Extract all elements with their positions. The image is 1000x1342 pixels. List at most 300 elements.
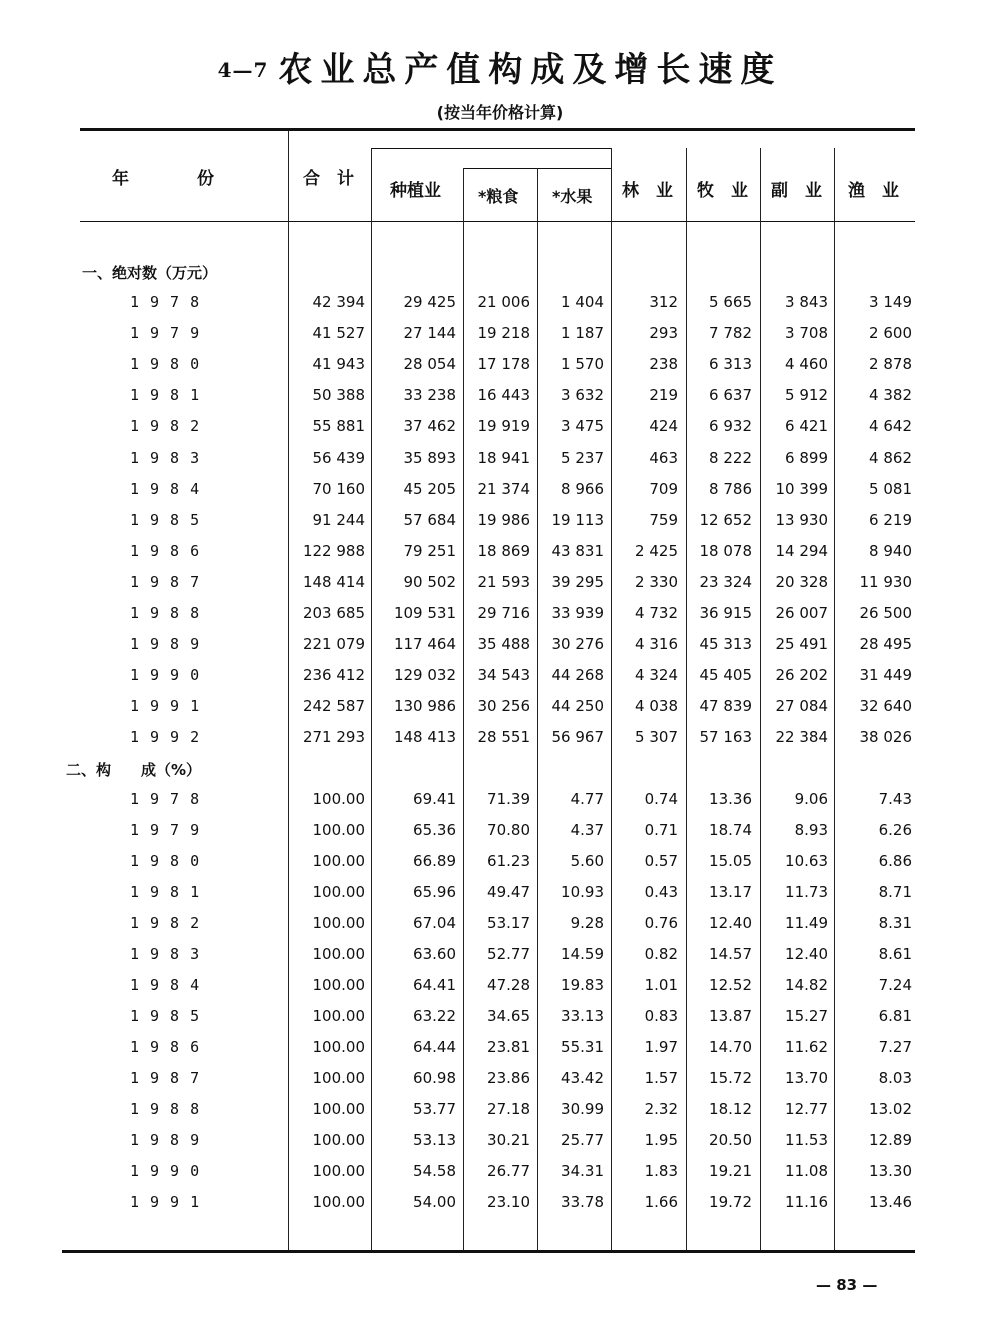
table-cell: 3 632 — [561, 386, 604, 405]
table-cell: 3 475 — [561, 417, 604, 436]
table-cell: 13.70 — [785, 1069, 828, 1087]
table-cell: 100.00 — [312, 1193, 365, 1211]
table-cell: 60.98 — [413, 1069, 456, 1087]
header-grain: *粮食 — [478, 187, 519, 206]
table-cell: 5 237 — [561, 448, 604, 467]
table-cell: 25.77 — [561, 1131, 604, 1149]
table-cell: 1 187 — [561, 324, 604, 343]
table-cell: 2 330 — [635, 572, 678, 591]
row-year: 1987 — [130, 572, 211, 591]
table-cell: 16 443 — [477, 386, 530, 405]
table-cell: 29 716 — [477, 604, 530, 622]
table-cell: 8 940 — [869, 541, 912, 560]
table-row — [0, 852, 1000, 882]
table-cell: 9.06 — [794, 790, 828, 808]
table-cell: 3 708 — [785, 324, 828, 343]
row-year: 1978 — [130, 790, 211, 808]
table-cell: 44 268 — [551, 666, 604, 685]
table-cell: 0.43 — [644, 883, 678, 901]
table-cell: 100.00 — [312, 1131, 365, 1149]
table-cell: 10.63 — [785, 852, 828, 870]
row-year: 1981 — [130, 386, 211, 405]
header-sideline: 副 业 — [771, 181, 822, 201]
table-cell: 4 316 — [635, 635, 678, 654]
table-cell: 53.13 — [413, 1131, 456, 1149]
table-cell: 13.87 — [709, 1007, 752, 1025]
header-crop: 种植业 — [390, 181, 441, 201]
table-cell: 100.00 — [312, 945, 365, 963]
table-cell: 29 425 — [403, 293, 456, 311]
table-cell: 19 986 — [477, 510, 530, 529]
table-cell: 91 244 — [312, 510, 365, 529]
table-cell: 32 640 — [859, 697, 912, 716]
table-cell: 293 — [649, 324, 678, 343]
table-cell: 8.93 — [794, 821, 828, 839]
header-fishery: 渔 业 — [848, 181, 899, 201]
table-cell: 8 222 — [709, 448, 752, 467]
table-cell: 221 079 — [302, 635, 365, 654]
row-year: 1991 — [130, 697, 211, 716]
table-cell: 71.39 — [487, 790, 530, 808]
table-cell: 15.72 — [709, 1069, 752, 1087]
table-cell: 2 878 — [869, 355, 912, 374]
row-year: 1991 — [130, 1193, 211, 1211]
row-year: 1981 — [130, 883, 211, 901]
table-cell: 65.96 — [413, 883, 456, 901]
bottom-rule — [62, 1250, 915, 1253]
header-forestry: 林 业 — [622, 181, 673, 201]
table-cell: 5 307 — [635, 728, 678, 747]
table-cell: 23.86 — [487, 1069, 530, 1087]
table-cell: 28 495 — [859, 635, 912, 654]
table-cell: 7.43 — [878, 790, 912, 808]
table-cell: 90 502 — [403, 572, 456, 591]
table-row — [0, 604, 1000, 634]
table-cell: 33 238 — [403, 386, 456, 405]
table-cell: 30 256 — [477, 697, 530, 716]
table-cell: 8.61 — [878, 945, 912, 963]
table-cell: 0.74 — [644, 790, 678, 808]
table-cell: 12 652 — [699, 510, 752, 529]
table-cell: 122 988 — [302, 541, 365, 560]
table-cell: 56 439 — [312, 448, 365, 467]
table-cell: 2 600 — [869, 324, 912, 343]
table-cell: 1.95 — [644, 1131, 678, 1149]
table-cell: 23 324 — [699, 572, 752, 591]
row-year: 1989 — [130, 635, 211, 654]
table-cell: 100.00 — [312, 1038, 365, 1056]
table-cell: 19 218 — [477, 324, 530, 343]
table-cell: 26 007 — [775, 604, 828, 622]
table-cell: 25 491 — [775, 635, 828, 654]
table-row — [0, 1193, 1000, 1223]
header-fruit: *水果 — [552, 187, 593, 206]
table-cell: 14 294 — [775, 541, 828, 560]
table-cell: 33.13 — [561, 1007, 604, 1025]
row-year: 1990 — [130, 666, 211, 685]
row-year: 1979 — [130, 821, 211, 839]
table-row — [0, 324, 1000, 354]
table-cell: 36 915 — [699, 604, 752, 622]
table-row — [0, 449, 1000, 479]
table-cell: 19 113 — [551, 510, 604, 529]
table-cell: 41 527 — [312, 324, 365, 343]
section-composition: 二、构 成（%） — [66, 761, 202, 779]
table-cell: 28 054 — [403, 355, 456, 374]
table-cell: 1.01 — [644, 976, 678, 994]
row-year: 1992 — [130, 728, 211, 747]
table-cell: 12.77 — [785, 1100, 828, 1118]
table-cell: 11.49 — [785, 914, 828, 932]
header-bottom-rule — [80, 221, 915, 222]
table-row — [0, 355, 1000, 385]
row-year: 1985 — [130, 1007, 211, 1025]
table-cell: 34.65 — [487, 1007, 530, 1025]
page-title — [0, 42, 1000, 91]
table-row — [0, 480, 1000, 510]
table-cell: 14.59 — [561, 945, 604, 963]
table-cell: 21 374 — [477, 479, 530, 498]
table-cell: 0.57 — [644, 852, 678, 870]
row-year: 1983 — [130, 945, 211, 963]
table-row — [0, 945, 1000, 975]
table-cell: 10 399 — [775, 479, 828, 498]
table-cell: 30.99 — [561, 1100, 604, 1118]
row-year: 1987 — [130, 1069, 211, 1087]
table-cell: 17 178 — [477, 355, 530, 374]
header-total: 合 计 — [303, 169, 354, 189]
table-cell: 12.40 — [785, 945, 828, 963]
table-cell: 37 462 — [403, 417, 456, 436]
table-row — [0, 790, 1000, 820]
table-cell: 23.10 — [487, 1193, 530, 1211]
table-cell: 0.82 — [644, 945, 678, 963]
row-year: 1982 — [130, 417, 211, 436]
row-year: 1978 — [130, 293, 211, 311]
table-cell: 47 839 — [699, 697, 752, 716]
table-cell: 38 026 — [859, 728, 912, 747]
table-cell: 100.00 — [312, 1100, 365, 1118]
table-cell: 70 160 — [312, 479, 365, 498]
table-cell: 61.23 — [487, 852, 530, 870]
table-cell: 19 919 — [477, 417, 530, 436]
table-cell: 18 078 — [699, 541, 752, 560]
table-cell: 242 587 — [302, 697, 365, 716]
table-cell: 8 966 — [561, 479, 604, 498]
table-cell: 219 — [649, 386, 678, 405]
table-cell: 2 425 — [635, 541, 678, 560]
table-cell: 57 163 — [699, 728, 752, 747]
table-cell: 55 881 — [312, 417, 365, 436]
table-cell: 129 032 — [393, 666, 456, 685]
table-cell: 117 464 — [393, 635, 456, 654]
table-cell: 12.52 — [709, 976, 752, 994]
table-cell: 34 543 — [477, 666, 530, 685]
table-row — [0, 883, 1000, 913]
table-row — [0, 697, 1000, 727]
table-cell: 11.16 — [785, 1193, 828, 1211]
row-year: 1986 — [130, 541, 211, 560]
table-row — [0, 511, 1000, 541]
table-row — [0, 1131, 1000, 1161]
table-cell: 20.50 — [709, 1131, 752, 1149]
table-cell: 26.77 — [487, 1162, 530, 1180]
table-cell: 45 205 — [403, 479, 456, 498]
table-cell: 13.46 — [869, 1193, 912, 1211]
table-cell: 52.77 — [487, 945, 530, 963]
table-cell: 4 038 — [635, 697, 678, 716]
table-cell: 203 685 — [302, 604, 365, 622]
table-cell: 13.30 — [869, 1162, 912, 1180]
table-cell: 100.00 — [312, 1162, 365, 1180]
table-cell: 69.41 — [413, 790, 456, 808]
page-number: — 83 — — [816, 1276, 878, 1294]
row-year: 1988 — [130, 604, 211, 622]
table-cell: 28 551 — [477, 728, 530, 747]
table-cell: 27 084 — [775, 697, 828, 716]
table-cell: 19.72 — [709, 1193, 752, 1211]
table-cell: 8 786 — [709, 479, 752, 498]
table-cell: 7.27 — [878, 1038, 912, 1056]
table-cell: 35 893 — [403, 448, 456, 467]
table-cell: 4 382 — [869, 386, 912, 405]
row-year: 1984 — [130, 976, 211, 994]
table-cell: 67.04 — [413, 914, 456, 932]
row-year: 1988 — [130, 1100, 211, 1118]
table-cell: 1.97 — [644, 1038, 678, 1056]
table-cell: 6.81 — [878, 1007, 912, 1025]
table-cell: 39 295 — [551, 572, 604, 591]
table-cell: 100.00 — [312, 883, 365, 901]
table-cell: 15.05 — [709, 852, 752, 870]
table-cell: 27 144 — [403, 324, 456, 343]
crop-group-rule — [371, 148, 611, 149]
row-year: 1986 — [130, 1038, 211, 1056]
table-cell: 15.27 — [785, 1007, 828, 1025]
table-cell: 759 — [649, 510, 678, 529]
table-cell: 1 570 — [561, 355, 604, 374]
table-cell: 100.00 — [312, 914, 365, 932]
table-cell: 13.36 — [709, 790, 752, 808]
table-cell: 26 202 — [775, 666, 828, 685]
header-year: 年 份 — [112, 169, 214, 189]
table-cell: 79 251 — [403, 541, 456, 560]
table-cell: 238 — [649, 355, 678, 374]
table-number: 4—7 — [217, 58, 269, 82]
table-cell: 109 531 — [393, 604, 456, 622]
table-cell: 4 642 — [869, 417, 912, 436]
table-cell: 18.74 — [709, 821, 752, 839]
table-cell: 1.66 — [644, 1193, 678, 1211]
table-cell: 4 324 — [635, 666, 678, 685]
table-cell: 11 930 — [859, 572, 912, 591]
table-cell: 18.12 — [709, 1100, 752, 1118]
table-cell: 148 414 — [302, 572, 365, 591]
table-cell: 4 862 — [869, 448, 912, 467]
table-cell: 33 939 — [551, 604, 604, 622]
table-cell: 63.22 — [413, 1007, 456, 1025]
row-year: 1984 — [130, 479, 211, 498]
table-cell: 6 637 — [709, 386, 752, 405]
table-cell: 12.40 — [709, 914, 752, 932]
table-cell: 22 384 — [775, 728, 828, 747]
table-cell: 5 912 — [785, 386, 828, 405]
table-cell: 100.00 — [312, 852, 365, 870]
table-cell: 100.00 — [312, 1007, 365, 1025]
table-cell: 54.00 — [413, 1193, 456, 1211]
table-cell: 10.93 — [561, 883, 604, 901]
table-cell: 55.31 — [561, 1038, 604, 1056]
table-row — [0, 635, 1000, 665]
table-cell: 11.08 — [785, 1162, 828, 1180]
subtitle: (按当年价格计算) — [436, 103, 564, 122]
table-cell: 14.57 — [709, 945, 752, 963]
table-cell: 3 843 — [785, 293, 828, 311]
table-cell: 45 313 — [699, 635, 752, 654]
table-cell: 4.77 — [570, 790, 604, 808]
table-cell: 63.60 — [413, 945, 456, 963]
table-cell: 0.71 — [644, 821, 678, 839]
table-cell: 11.53 — [785, 1131, 828, 1149]
table-cell: 42 394 — [312, 293, 365, 311]
table-cell: 130 986 — [393, 697, 456, 716]
row-year: 1982 — [130, 914, 211, 932]
table-cell: 43 831 — [551, 541, 604, 560]
table-cell: 43.42 — [561, 1069, 604, 1087]
row-year: 1980 — [130, 355, 211, 374]
table-row — [0, 976, 1000, 1006]
table-cell: 53.17 — [487, 914, 530, 932]
table-cell: 271 293 — [302, 728, 365, 747]
table-cell: 21 006 — [477, 293, 530, 311]
table-cell: 45 405 — [699, 666, 752, 685]
table-cell: 11.73 — [785, 883, 828, 901]
table-cell: 65.36 — [413, 821, 456, 839]
table-cell: 6.86 — [878, 852, 912, 870]
table-cell: 44 250 — [551, 697, 604, 716]
table-cell: 1 404 — [561, 293, 604, 311]
table-row — [0, 573, 1000, 603]
table-cell: 6.26 — [878, 821, 912, 839]
table-row — [0, 1007, 1000, 1037]
row-year: 1989 — [130, 1131, 211, 1149]
table-cell: 70.80 — [487, 821, 530, 839]
header-livestock: 牧 业 — [697, 181, 748, 201]
table-cell: 100.00 — [312, 821, 365, 839]
table-cell: 9.28 — [570, 914, 604, 932]
row-year: 1983 — [130, 448, 211, 467]
table-cell: 27.18 — [487, 1100, 530, 1118]
table-cell: 20 328 — [775, 572, 828, 591]
table-cell: 53.77 — [413, 1100, 456, 1118]
table-cell: 1.83 — [644, 1162, 678, 1180]
table-row — [0, 1100, 1000, 1130]
table-cell: 19.83 — [561, 976, 604, 994]
table-cell: 47.28 — [487, 976, 530, 994]
table-cell: 30 276 — [551, 635, 604, 654]
table-row — [0, 542, 1000, 572]
table-cell: 11.62 — [785, 1038, 828, 1056]
table-cell: 23.81 — [487, 1038, 530, 1056]
table-cell: 4 732 — [635, 604, 678, 622]
table-cell: 8.71 — [878, 883, 912, 901]
table-cell: 5.60 — [570, 852, 604, 870]
table-cell: 2.32 — [644, 1100, 678, 1118]
table-cell: 7.24 — [878, 976, 912, 994]
table-cell: 4 460 — [785, 355, 828, 374]
table-cell: 57 684 — [403, 510, 456, 529]
table-cell: 18 869 — [477, 541, 530, 560]
row-year: 1980 — [130, 852, 211, 870]
table-cell: 13.17 — [709, 883, 752, 901]
table-row — [0, 821, 1000, 851]
table-cell: 7 782 — [709, 324, 752, 343]
table-cell: 18 941 — [477, 448, 530, 467]
row-year: 1985 — [130, 510, 211, 529]
table-cell: 236 412 — [302, 666, 365, 685]
table-cell: 3 149 — [869, 293, 912, 311]
table-cell: 1.57 — [644, 1069, 678, 1087]
table-cell: 6 899 — [785, 448, 828, 467]
table-cell: 41 943 — [312, 355, 365, 374]
table-row — [0, 666, 1000, 696]
table-cell: 4.37 — [570, 821, 604, 839]
table-cell: 5 081 — [869, 479, 912, 498]
table-cell: 30.21 — [487, 1131, 530, 1149]
table-cell: 13.02 — [869, 1100, 912, 1118]
table-row — [0, 1162, 1000, 1192]
table-row — [0, 417, 1000, 447]
table-cell: 709 — [649, 479, 678, 498]
section-absolute: 一、绝对数（万元） — [82, 264, 218, 282]
table-row — [0, 293, 1000, 323]
table-cell: 0.76 — [644, 914, 678, 932]
table-cell: 100.00 — [312, 790, 365, 808]
table-cell: 66.89 — [413, 852, 456, 870]
table-row — [0, 386, 1000, 416]
table-row — [0, 728, 1000, 758]
table-cell: 8.03 — [878, 1069, 912, 1087]
table-cell: 49.47 — [487, 883, 530, 901]
table-cell: 13 930 — [775, 510, 828, 529]
table-cell: 312 — [649, 293, 678, 311]
table-row — [0, 914, 1000, 944]
table-cell: 64.41 — [413, 976, 456, 994]
table-cell: 64.44 — [413, 1038, 456, 1056]
table-cell: 6 219 — [869, 510, 912, 529]
table-cell: 31 449 — [859, 666, 912, 685]
table-cell: 33.78 — [561, 1193, 604, 1211]
table-cell: 100.00 — [312, 1069, 365, 1087]
table-cell: 54.58 — [413, 1162, 456, 1180]
table-cell: 35 488 — [477, 635, 530, 654]
row-year: 1979 — [130, 324, 211, 343]
table-cell: 12.89 — [869, 1131, 912, 1149]
table-row — [0, 1038, 1000, 1068]
table-cell: 6 932 — [709, 417, 752, 436]
table-cell: 100.00 — [312, 976, 365, 994]
table-cell: 6 421 — [785, 417, 828, 436]
table-cell: 50 388 — [312, 386, 365, 405]
table-row — [0, 1069, 1000, 1099]
table-cell: 34.31 — [561, 1162, 604, 1180]
table-cell: 14.70 — [709, 1038, 752, 1056]
table-cell: 8.31 — [878, 914, 912, 932]
table-cell: 14.82 — [785, 976, 828, 994]
top-rule — [80, 128, 915, 131]
table-title: 农业总产值构成及增长速度 — [278, 50, 783, 90]
table-cell: 148 413 — [393, 728, 456, 747]
